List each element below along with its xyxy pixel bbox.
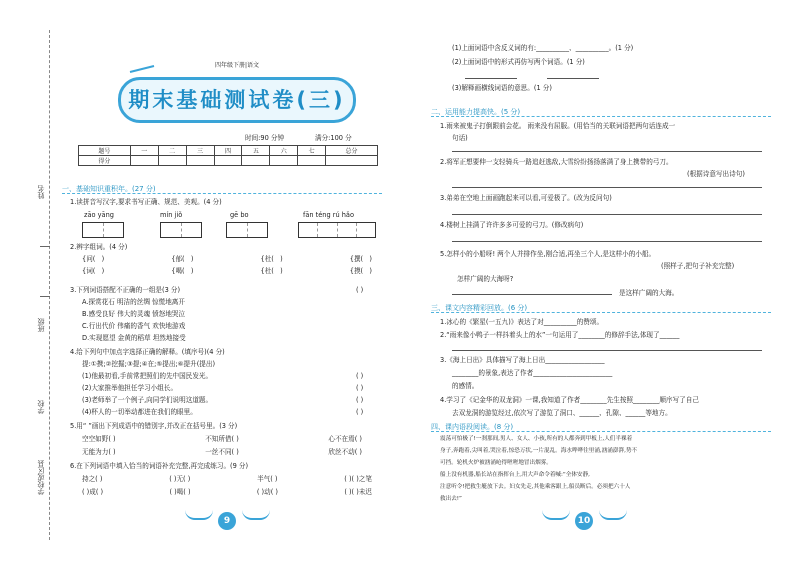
table-cell: 六 <box>270 146 298 156</box>
practice-5-line-2: 是这样广阔的大海。 <box>619 289 679 297</box>
binding-strip <box>0 0 58 562</box>
score-table <box>78 145 378 166</box>
q3-option-c: C.行出代价 伟痛的香气 欢快地游戏 <box>82 322 186 330</box>
answer-paren[interactable]: ( ) <box>356 384 364 392</box>
exam-full-score: 满分:100 分 <box>315 134 352 142</box>
q6-item[interactable]: ( )( )之笔 <box>344 475 372 483</box>
passage-line: 身子,奔跑着,尖叫着,哭泣着,惊恐万状,一片混乱。海水哗哗往里涌,汹涌澎湃,势不 <box>440 448 638 454</box>
score-cell[interactable] <box>270 156 298 166</box>
answer-line[interactable] <box>452 187 762 188</box>
score-table-score-row <box>79 156 378 166</box>
class-label: 班级 <box>37 318 45 332</box>
answer-line[interactable] <box>452 241 762 242</box>
q6-item[interactable]: ( )无( ) <box>169 475 191 483</box>
recall-3-end: 的感情。 <box>452 382 479 390</box>
q6-item[interactable]: 半气( ) <box>257 475 278 483</box>
q5-item[interactable]: 一丝不同( ) <box>205 448 239 456</box>
page-ornament <box>542 510 570 520</box>
score-cell[interactable] <box>326 156 378 166</box>
q2-row-2 <box>82 267 372 275</box>
q4-item-4: (4)杯人的一切举动都进在我们的眼里。 <box>82 408 197 416</box>
question-5: 5.用“ ”画出下列成语中的错别字,并改正在括号里。(3 分) <box>70 422 238 430</box>
section-3-heading: 三、课文内容精彩回放。(6 分) <box>431 304 528 312</box>
page-number: 10 <box>575 512 593 530</box>
page-ornament <box>185 510 213 520</box>
page-number: 9 <box>218 512 236 530</box>
q3-option-d: D.实现愿望 金黄的稻草 坦然地接受 <box>82 334 186 342</box>
q6-row-1 <box>82 475 372 483</box>
q6-item[interactable]: ( )喝( ) <box>169 488 191 496</box>
section-2-heading: 二、运用能力提高快。(5 分) <box>431 108 521 116</box>
q5-item[interactable]: 空空如野( ) <box>82 435 116 443</box>
exam-time: 时间:90 分钟 <box>245 134 285 142</box>
practice-1: 1.雨来被鬼子打倒跟前会花。 雨来没有屈服。(用恰当的关联词语把两句话连成一 <box>440 122 676 130</box>
score-cell[interactable] <box>158 156 186 166</box>
practice-5: 5.怎样小的小船呀! 两个人并排作坐,刚合适,再坐三个人,是这样小的小船。 <box>440 250 656 258</box>
score-cell[interactable] <box>186 156 214 166</box>
q2-row-1 <box>82 255 372 263</box>
table-cell: 题号 <box>79 146 131 156</box>
q4-item-1: (1)他最初看,手前常把照们的先中国民发光。 <box>82 372 213 380</box>
q2-item: {问( ) <box>82 255 105 263</box>
section-1-heading: 一、基础知识重积年。(27 分) <box>62 185 156 193</box>
recall-4-cont: 去双龙洞的游览经过,依次写了游览了洞口、______、孔隙、______等地方。 <box>452 409 672 417</box>
q3-option-a: A.探赏花石 明洁的丝绸 惊慌地离开 <box>82 298 185 306</box>
answer-grid[interactable] <box>226 222 268 238</box>
answer-paren[interactable]: ( ) <box>356 408 364 416</box>
question-3: 3.下列词语搭配不正确的一组是(3 分) <box>70 286 181 294</box>
table-cell: 二 <box>158 146 186 156</box>
district-label: 学校或区县 <box>37 460 45 495</box>
q5-item[interactable]: 欣丝不动( ) <box>328 448 362 456</box>
answer-paren[interactable]: ( ) <box>356 396 364 404</box>
page-title: 期末基础测试卷(三) <box>118 77 356 123</box>
practice-4: 4.楼树上挂满了许许多多可爱的弓刀。(修改病句) <box>440 221 584 229</box>
answer-line[interactable] <box>452 350 762 351</box>
title-decoration <box>128 64 156 74</box>
passage-line: 注意听令!把救生艇放下去。妇女先走,其他乘客跟上,船员断后。必须把六十人 <box>440 484 631 490</box>
q6-row-2 <box>82 488 372 496</box>
grade-tag: 四年级下册|语文 <box>215 62 260 69</box>
pinyin-1: zāo yāng <box>84 211 114 219</box>
table-cell: 五 <box>242 146 270 156</box>
answer-line[interactable] <box>547 78 599 79</box>
question-4: 4.给下列句中加点字选择正确的解释。(填序号)(4 分) <box>70 348 225 356</box>
table-cell: 总分 <box>326 146 378 156</box>
q5-item[interactable]: 心不在焉( ) <box>328 435 362 443</box>
table-cell: 三 <box>186 146 214 156</box>
recall-2: 2.“雨来像小鸭子一样抖着头上的水”一句运用了________的修辞手法,体现了______ <box>440 331 680 339</box>
q2-item: {喝( ) <box>171 267 194 275</box>
recall-1: 1.冰心的《繁星(一五九)》表达了对__________的赞颂。 <box>440 318 604 326</box>
answer-line[interactable] <box>452 151 762 152</box>
page-ornament <box>242 510 270 520</box>
q5-item[interactable]: 无能为力( ) <box>82 448 116 456</box>
q5-item[interactable]: 不知所借( ) <box>205 435 239 443</box>
name-label: 姓名 <box>37 185 45 199</box>
q5-row-1 <box>82 435 362 443</box>
q2-item: {杜( ) <box>260 267 283 275</box>
practice-2: 2.将军正想要伸一支轻骑兵一路追赶逃敌,大雪纷纷扬扬落满了身上携带的弓刀。 <box>440 158 673 166</box>
score-cell[interactable] <box>130 156 158 166</box>
practice-5-note: (照样子,把句子补充完整) <box>661 262 735 270</box>
school-label: 学校 <box>37 400 45 414</box>
recall-3: 3.《海上日出》具体描写了海上日出__________________ <box>440 356 605 364</box>
q2-item: {杜( ) <box>260 255 283 263</box>
q4-definitions: 提:①携;②挖掘;③提;④在;⑤提出;⑥提升(提出) <box>82 360 216 368</box>
practice-5-line-1: 怎样广阔的大海呀? <box>457 275 514 283</box>
q2-item: {郁( ) <box>171 255 194 263</box>
practice-1-cont: 句话) <box>452 134 468 142</box>
table-cell: 七 <box>298 146 326 156</box>
pinyin-2: mín jiǒ <box>160 211 183 219</box>
pinyin-4: fān téng rú hǎo <box>303 211 354 219</box>
q5-row-2 <box>82 448 362 456</box>
q4-item-2: (2)大家推举他担任学习小组长。 <box>82 384 178 392</box>
table-cell: 得分 <box>79 156 131 166</box>
right-page <box>397 0 794 562</box>
section-4-heading: 四、课内语段阅读。(8 分) <box>431 423 514 431</box>
q2-item: {摸( ) <box>349 267 372 275</box>
passage-line: 震荡可怕极了!一刹那间,男人、女人、小孩,所有的人都奔到甲板上,人们半裸着 <box>440 436 633 442</box>
recall-3-cont: ________的景象,表达了作者________________________ <box>452 369 613 377</box>
question-2: 2.辨字组词。(4 分) <box>70 243 128 251</box>
q2-item: {词( ) <box>82 267 105 275</box>
answer-grid[interactable] <box>82 222 124 238</box>
answer-line[interactable] <box>465 78 517 79</box>
answer-line[interactable] <box>452 214 762 215</box>
score-cell[interactable] <box>298 156 326 166</box>
answer-paren[interactable]: ( ) <box>356 286 364 294</box>
q6-item[interactable]: ( )成( ) <box>82 488 104 496</box>
q6-item[interactable]: 持之( ) <box>82 475 103 483</box>
answer-paren[interactable]: ( ) <box>356 372 364 380</box>
question-1: 1.读拼音写汉字,要求书写正确、规范、美观。(4 分) <box>70 198 222 206</box>
passage-line: 救出去!” <box>440 496 462 502</box>
score-table-header-row <box>79 146 378 156</box>
q2-item: {撰( ) <box>349 255 372 263</box>
score-cell[interactable] <box>242 156 270 166</box>
pinyin-3: gē bo <box>230 211 249 219</box>
score-cell[interactable] <box>214 156 242 166</box>
answer-line[interactable] <box>452 294 612 295</box>
table-cell: 一 <box>130 146 158 156</box>
vocab-q3: (3)解释画横线词语的意思。(1 分) <box>452 84 552 92</box>
passage-line: 船上没有机器,船长站在指挥台上,用大声命令着喊:“全体安静, <box>440 472 590 478</box>
question-6: 6.在下列词语中填入恰当的词语补充完整,再完成练习。(9 分) <box>70 462 249 470</box>
table-cell: 四 <box>214 146 242 156</box>
answer-grid[interactable] <box>160 222 202 238</box>
vocab-q1: (1)上面词语中含反义词的有:__________、__________。(1 分) <box>452 44 634 52</box>
vocab-q2: (2)上面词语中的形式再仿写两个词语。(1 分) <box>452 58 585 66</box>
passage-line: 可挡。轮机火炉被汹涌呛得咝咝地冒出烟雾。 <box>440 460 552 466</box>
practice-3: 3.弟弟在空地上面画跑起来可以看,可爱极了。(改为反问句) <box>440 194 612 202</box>
answer-grid[interactable] <box>298 222 376 238</box>
practice-2-note: (根据诗意写出诗句) <box>687 170 745 178</box>
q3-option-b: B.感受良好 伟大的灵魂 愤怒地哭泣 <box>82 310 186 318</box>
recall-4: 4.学习了《记金华的双龙洞》一课,我知道了作者________先生按照________顺序写了自己 <box>440 396 699 404</box>
q4-item-3: (3)老师举了一个例子,向同学们说明这道题。 <box>82 396 213 404</box>
q6-item[interactable]: ( )动( ) <box>256 488 278 496</box>
page-ornament <box>599 510 627 520</box>
q6-item[interactable]: ( )( )未迟 <box>344 488 372 496</box>
